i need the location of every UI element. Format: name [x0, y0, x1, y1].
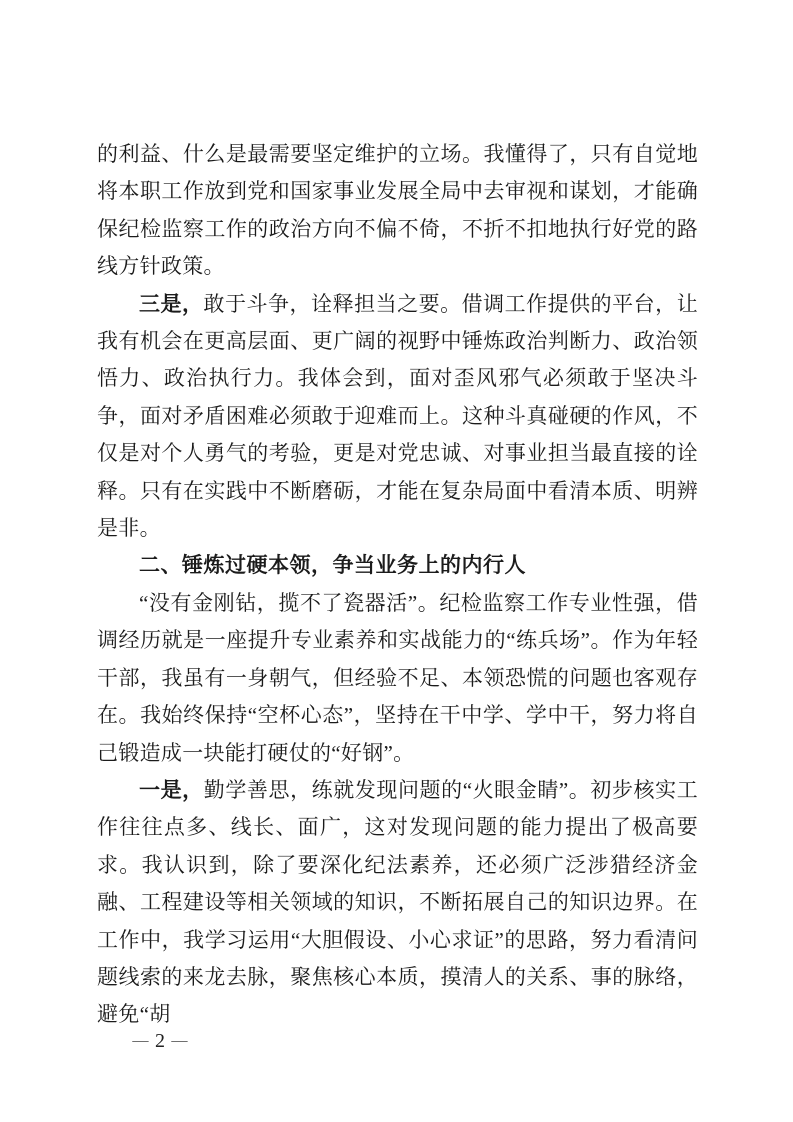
page-body [97, 136, 698, 1034]
bold-lead-in: 三是， [139, 291, 204, 316]
paragraph-point-one [97, 772, 698, 1034]
page-number-dash-left: — [132, 1030, 149, 1051]
page-number-value: 2 [155, 1030, 165, 1052]
page-number [131, 1030, 189, 1052]
section-heading: 二、锤炼过硬本领，争当业务上的内行人 [139, 554, 526, 578]
paragraph-text: 敢于斗争，诠释担当之要。借调工作提供的平台，让我有机会在更高层面、更广阔的视野中锤炼政治判断力、政治领悟力、政治执行力。我体会到，面对歪风邪气必须敢于坚决斗争，面对矛盾困难必须敢于迎难而上。这种斗真碰硬的作风，不仅是对个人勇气的考验，更是对党忠诚、对事业担当最直接的诠释。只有在实践中不断磨砺，才能在复杂局面中看清本质、明辨是非。 [97, 291, 698, 541]
paragraph-text: 的利益、什么是最需要坚定维护的立场。我懂得了，只有自觉地将本职工作放到党和国家事业发展全局中去审视和谋划，才能确保纪检监察工作的政治方向不偏不倚，不折不扣地执行好党的路线方针政策。 [97, 142, 698, 279]
paragraph-text: 勤学善思，练就发现问题的“火眼金睛”。初步核实工作往往点多、线长、面广，这对发现问题的能力提出了极高要求。我认识到，除了要深化纪法素养，还必须广泛涉猎经济金融、工程建设等相关领域的知识，不断拓展自己的知识边界。在工作中，我学习运用“大胆假设、小心求证”的思路，努力看清问题线索的来龙去脉，聚焦核心本质，摸清人的关系、事的脉络，避免“胡 [97, 777, 699, 1027]
bold-lead-in: 一是， [139, 777, 204, 802]
paragraph-continuation [97, 136, 698, 286]
page-number-dash-right: — [171, 1030, 188, 1051]
paragraph-text: “没有金刚钻，揽不了瓷器活”。纪检监察工作专业性强，借调经历就是一座提升专业素养和实战能力的“练兵场”。作为年轻干部，我虽有一身朝气，但经验不足、本领恐慌的问题也客观存在。我始终保持“空杯心态”，坚持在干中学、学中干，努力将自己锻造成一块能打硬仗的“好钢”。 [97, 590, 698, 765]
paragraph-point-three [97, 286, 698, 548]
paragraph-section-intro [97, 585, 698, 772]
